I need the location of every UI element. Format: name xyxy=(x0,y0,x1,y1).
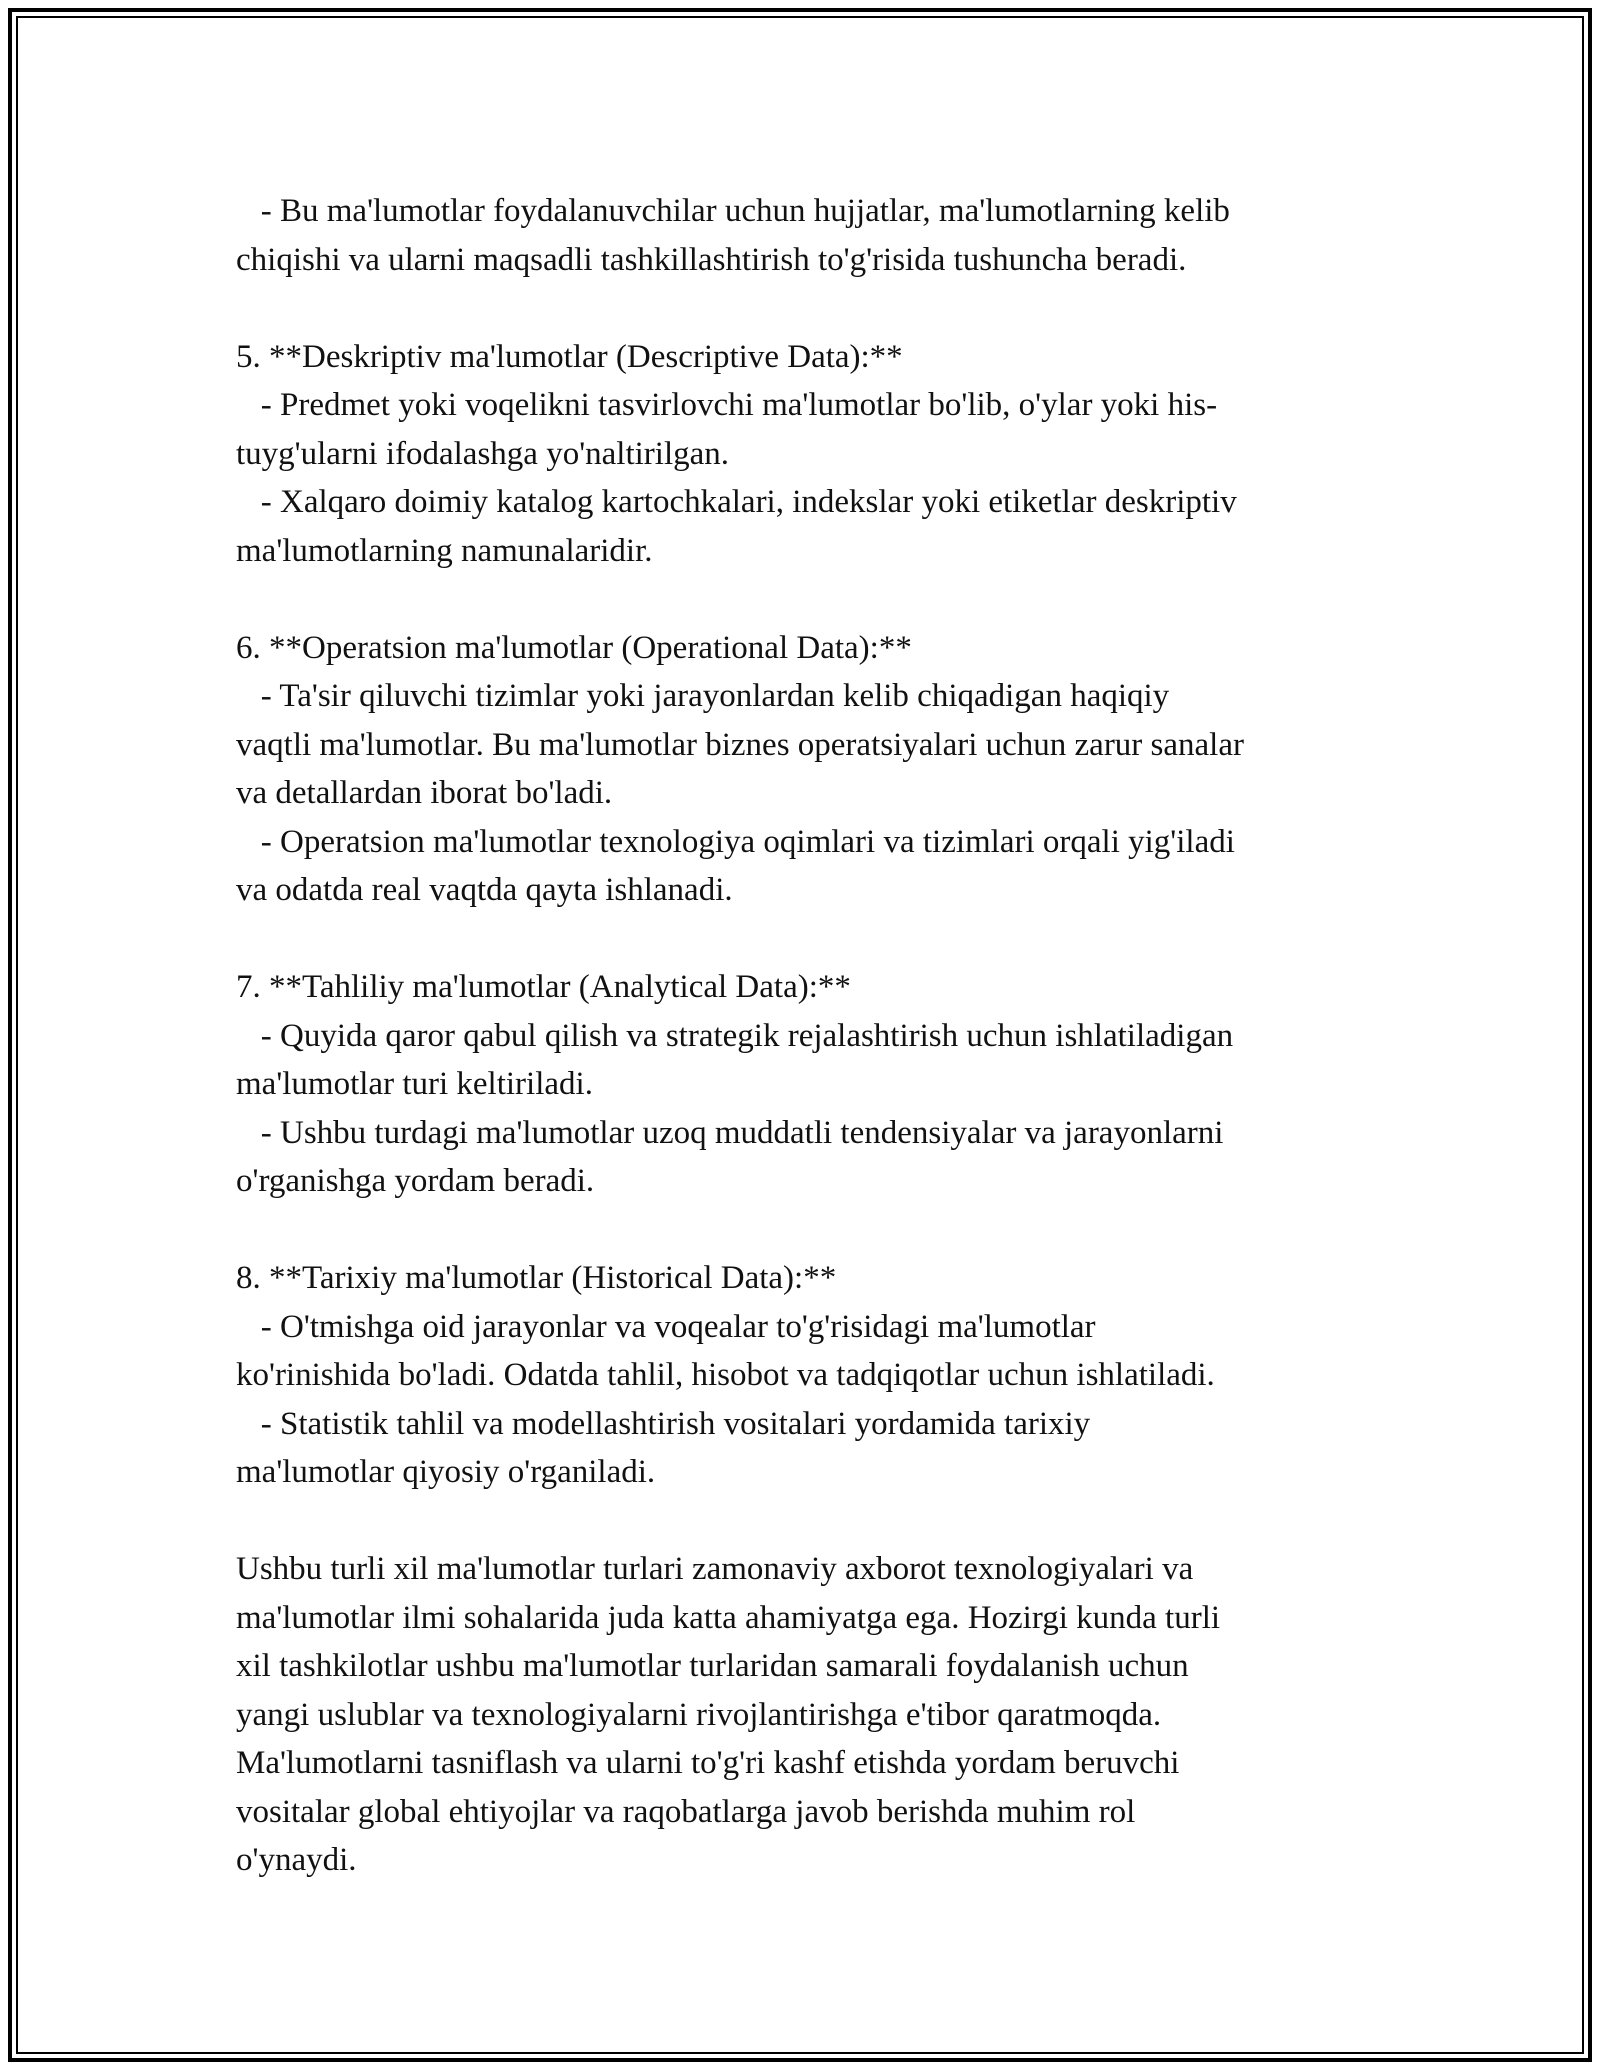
text-line: va detallardan iborat bo'ladi. xyxy=(236,775,613,811)
text-line: - Statistik tahlil va modellashtirish vositalari yordamida tarixiy xyxy=(236,1405,1091,1442)
paragraph-gap xyxy=(236,575,1366,624)
text-line: ma'lumotlar turi keltiriladi. xyxy=(236,1066,593,1102)
paragraph-gap xyxy=(236,1497,1366,1546)
text-line: - Xalqaro doimiy katalog kartochkalari, indekslar yoki etiketlar deskriptiv xyxy=(236,484,1237,520)
text-line: - Predmet yoki voqelikni tasvirlovchi ma'lumotlar bo'lib, o'ylar yoki his- xyxy=(236,387,1218,423)
section-heading: 7. **Tahliliy ma'lumotlar (Analytical Data):** xyxy=(236,969,851,1005)
conclusion-line: ma'lumotlar ilmi sohalarida juda katta ahamiyatga ega. Hozirgi kunda turli xyxy=(236,1599,1221,1636)
paragraph-gap xyxy=(236,1206,1366,1255)
paragraph-gap xyxy=(236,284,1366,333)
text-line: ma'lumotlarning namunalaridir. xyxy=(236,532,653,569)
section-heading: 6. **Operatsion ma'lumotlar (Operational Data):** xyxy=(236,629,912,666)
text-line: tuyg'ularni ifodalashga yo'naltirilgan. xyxy=(236,435,730,472)
text-line: - Quyida qaror qabul qilish va strategik rejalashtirish uchun ishlatiladigan xyxy=(236,1017,1234,1054)
text-line: - Bu ma'lumotlar foydalanuvchilar uchun hujjatlar, ma'lumotlarning kelib xyxy=(236,193,1230,229)
text-line: va odatda real vaqtda qayta ishlanadi. xyxy=(236,872,733,908)
text-line: o'rganishga yordam beradi. xyxy=(236,1163,595,1199)
text-line: ko'rinishida bo'ladi. Odatda tahlil, hisobot va tadqiqotlar uchun ishlatiladi. xyxy=(236,1357,1215,1393)
text-line: - Operatsion ma'lumotlar texnologiya oqimlari va tizimlari orqali yig'iladi xyxy=(236,823,1235,860)
text-line: chiqishi va ularni maqsadli tashkillashtirish to'g'risida tushuncha beradi. xyxy=(236,241,1187,278)
conclusion-line: Ushbu turli xil ma'lumotlar turlari zamonaviy axborot texnologiyalari va xyxy=(236,1551,1194,1587)
paragraph-gap xyxy=(236,915,1366,964)
text-line: - O'tmishga oid jarayonlar va voqealar to'g'risidagi ma'lumotlar xyxy=(236,1308,1096,1345)
section-heading: 5. **Deskriptiv ma'lumotlar (Descriptive Data):** xyxy=(236,338,903,375)
text-line: vaqtli ma'lumotlar. Bu ma'lumotlar biznes operatsiyalari uchun zarur sanalar xyxy=(236,726,1244,763)
text-line: ma'lumotlar qiyosiy o'rganiladi. xyxy=(236,1454,656,1490)
conclusion-line: vositalar global ehtiyojlar va raqobatlarga javob berishda muhim rol xyxy=(236,1793,1136,1830)
conclusion-line: xil tashkilotlar ushbu ma'lumotlar turlaridan samarali foydalanish uchun xyxy=(236,1648,1189,1684)
section-heading: 8. **Tarixiy ma'lumotlar (Historical Data):** xyxy=(236,1260,837,1296)
conclusion-line: o'ynaydi. xyxy=(236,1842,357,1878)
document-body xyxy=(236,187,1366,1885)
text-line: - Ushbu turdagi ma'lumotlar uzoq muddatli tendensiyalar va jarayonlarni xyxy=(236,1114,1224,1151)
text-line: - Ta'sir qiluvchi tizimlar yoki jarayonlardan kelib chiqadigan haqiqiy xyxy=(236,678,1170,714)
conclusion-line: yangi uslublar va texnologiyalarni rivojlantirishga e'tibor qaratmoqda. xyxy=(236,1696,1162,1733)
conclusion-line: Ma'lumotlarni tasniflash va ularni to'g'ri kashf etishda yordam beruvchi xyxy=(236,1745,1180,1781)
